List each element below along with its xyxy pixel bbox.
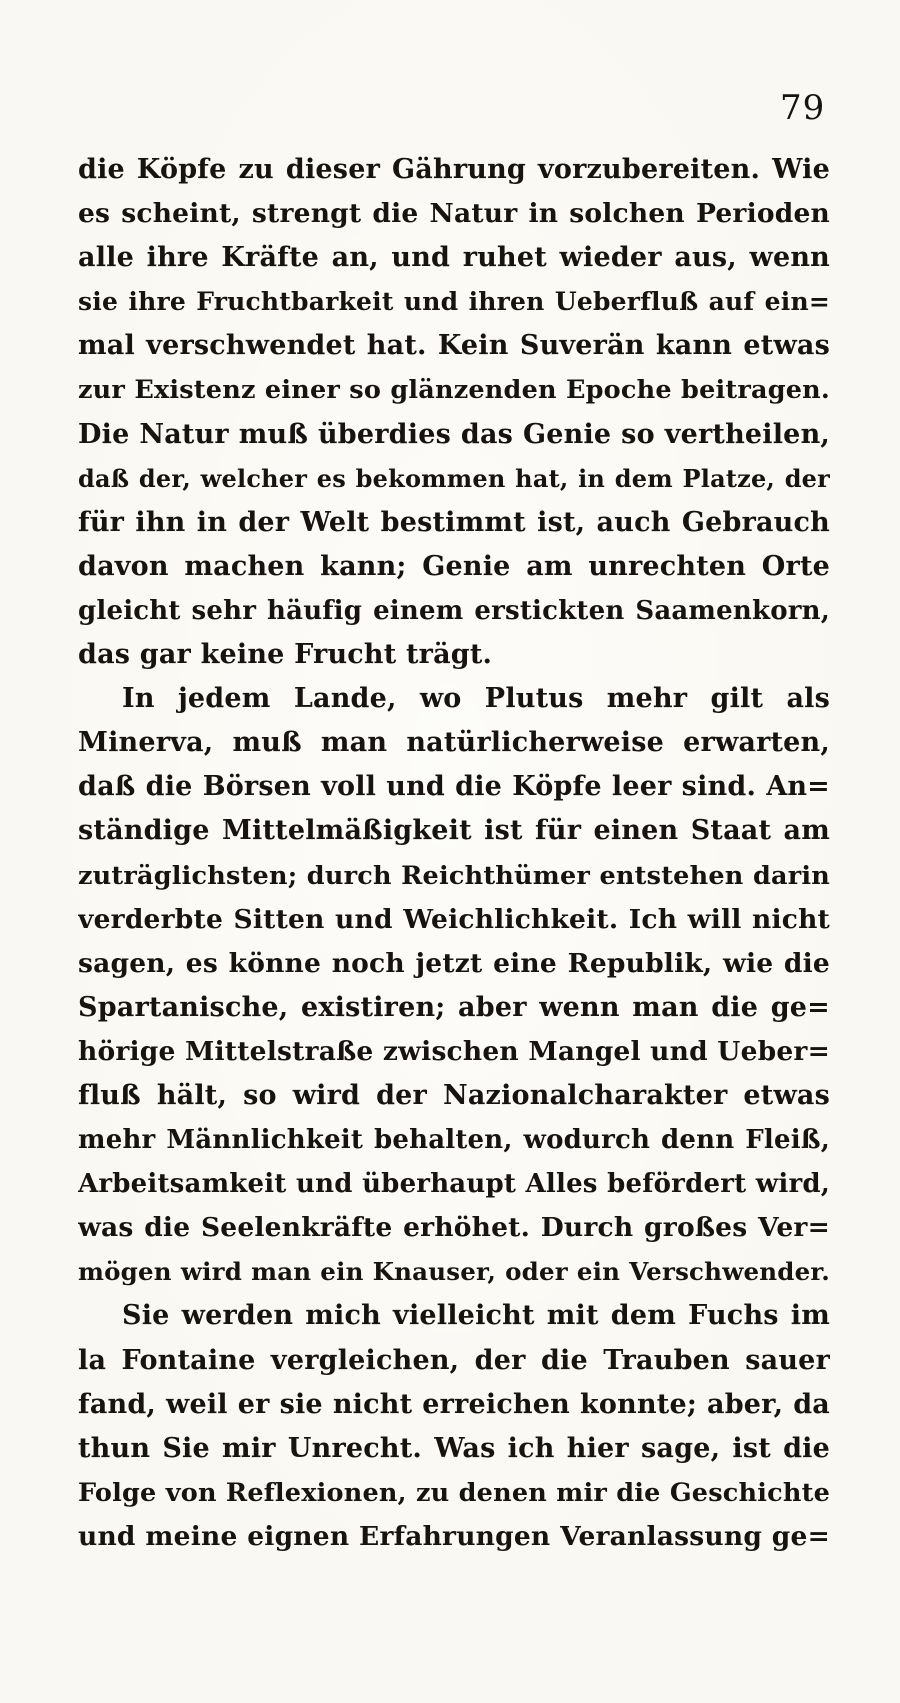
text-line: davon machen kann; Genie am unrechten Orte: [78, 550, 830, 582]
text-line: was die Seelenkräfte erhöhet. Durch großes Ver=: [78, 1212, 830, 1244]
text-line: sagen, es könne noch jetzt eine Republik, wie die: [78, 947, 830, 979]
body-text: [78, 148, 830, 1559]
text-line: In jedem Lande, wo Plutus mehr gilt als: [122, 683, 830, 715]
text-line: daß die Börsen voll und die Köpfe leer sind. An=: [78, 771, 830, 803]
text-line: fluß hält, so wird der Nazionalcharakter etwas: [78, 1079, 830, 1111]
text-line: thun Sie mir Unrecht. Was ich hier sage, ist die: [78, 1432, 830, 1464]
text-line: mehr Männlichkeit behalten, wodurch denn Fleiß,: [78, 1125, 830, 1156]
text-line: Die Natur muß überdies das Genie so vertheilen,: [78, 418, 830, 450]
text-line: Sie werden mich vielleicht mit dem Fuchs im: [122, 1300, 830, 1332]
text-line: zuträglichsten; durch Reichthümer entstehen darin: [78, 860, 830, 891]
text-line: verderbte Sitten und Weichlichkeit. Ich will nicht: [78, 903, 830, 935]
text-line: das gar keine Frucht trägt.: [78, 639, 493, 671]
text-line: ständige Mittelmäßigkeit ist für einen Staat am: [78, 815, 830, 847]
text-line: und meine eignen Erfahrungen Veranlassung ge=: [78, 1520, 830, 1552]
text-line: für ihn in der Welt bestimmt ist, auch Gebrauch: [78, 506, 830, 538]
text-line: mal verschwendet hat. Kein Suverän kann etwas: [78, 330, 830, 362]
text-line: Folge von Reflexionen, zu denen mir die Geschichte: [78, 1477, 830, 1508]
text-line: es scheint, strengt die Natur in solchen Perioden: [78, 198, 830, 230]
text-line: hörige Mittelstraße zwischen Mangel und Ueber=: [78, 1035, 830, 1067]
text-line: fand, weil er sie nicht erreichen konnte; aber, da: [78, 1388, 830, 1420]
text-line: alle ihre Kräfte an, und ruhet wieder aus, wenn: [78, 242, 830, 274]
text-line: gleicht sehr häufig einem erstickten Saamenkorn,: [78, 595, 830, 626]
text-line: mögen wird man ein Knauser, oder ein Verschwender.: [78, 1257, 830, 1287]
text-line: Arbeitsamkeit und überhaupt Alles befördert wird,: [78, 1169, 830, 1200]
text-line: Minerva, muß man natürlicherweise erwarten,: [78, 727, 830, 759]
text-line: daß der, welcher es bekommen hat, in dem Platze, der: [78, 463, 830, 493]
page-number: 79: [780, 88, 826, 128]
text-line: la Fontaine vergleichen, der die Trauben sauer: [78, 1344, 830, 1376]
text-line: Spartanische, existiren; aber wenn man die ge=: [78, 991, 830, 1023]
text-line: sie ihre Fruchtbarkeit und ihren Ueberfluß auf ein=: [78, 287, 830, 317]
text-line: zur Existenz einer so glänzenden Epoche beitragen.: [78, 375, 830, 406]
text-line: die Köpfe zu dieser Gährung vorzubereiten. Wie: [78, 154, 830, 185]
